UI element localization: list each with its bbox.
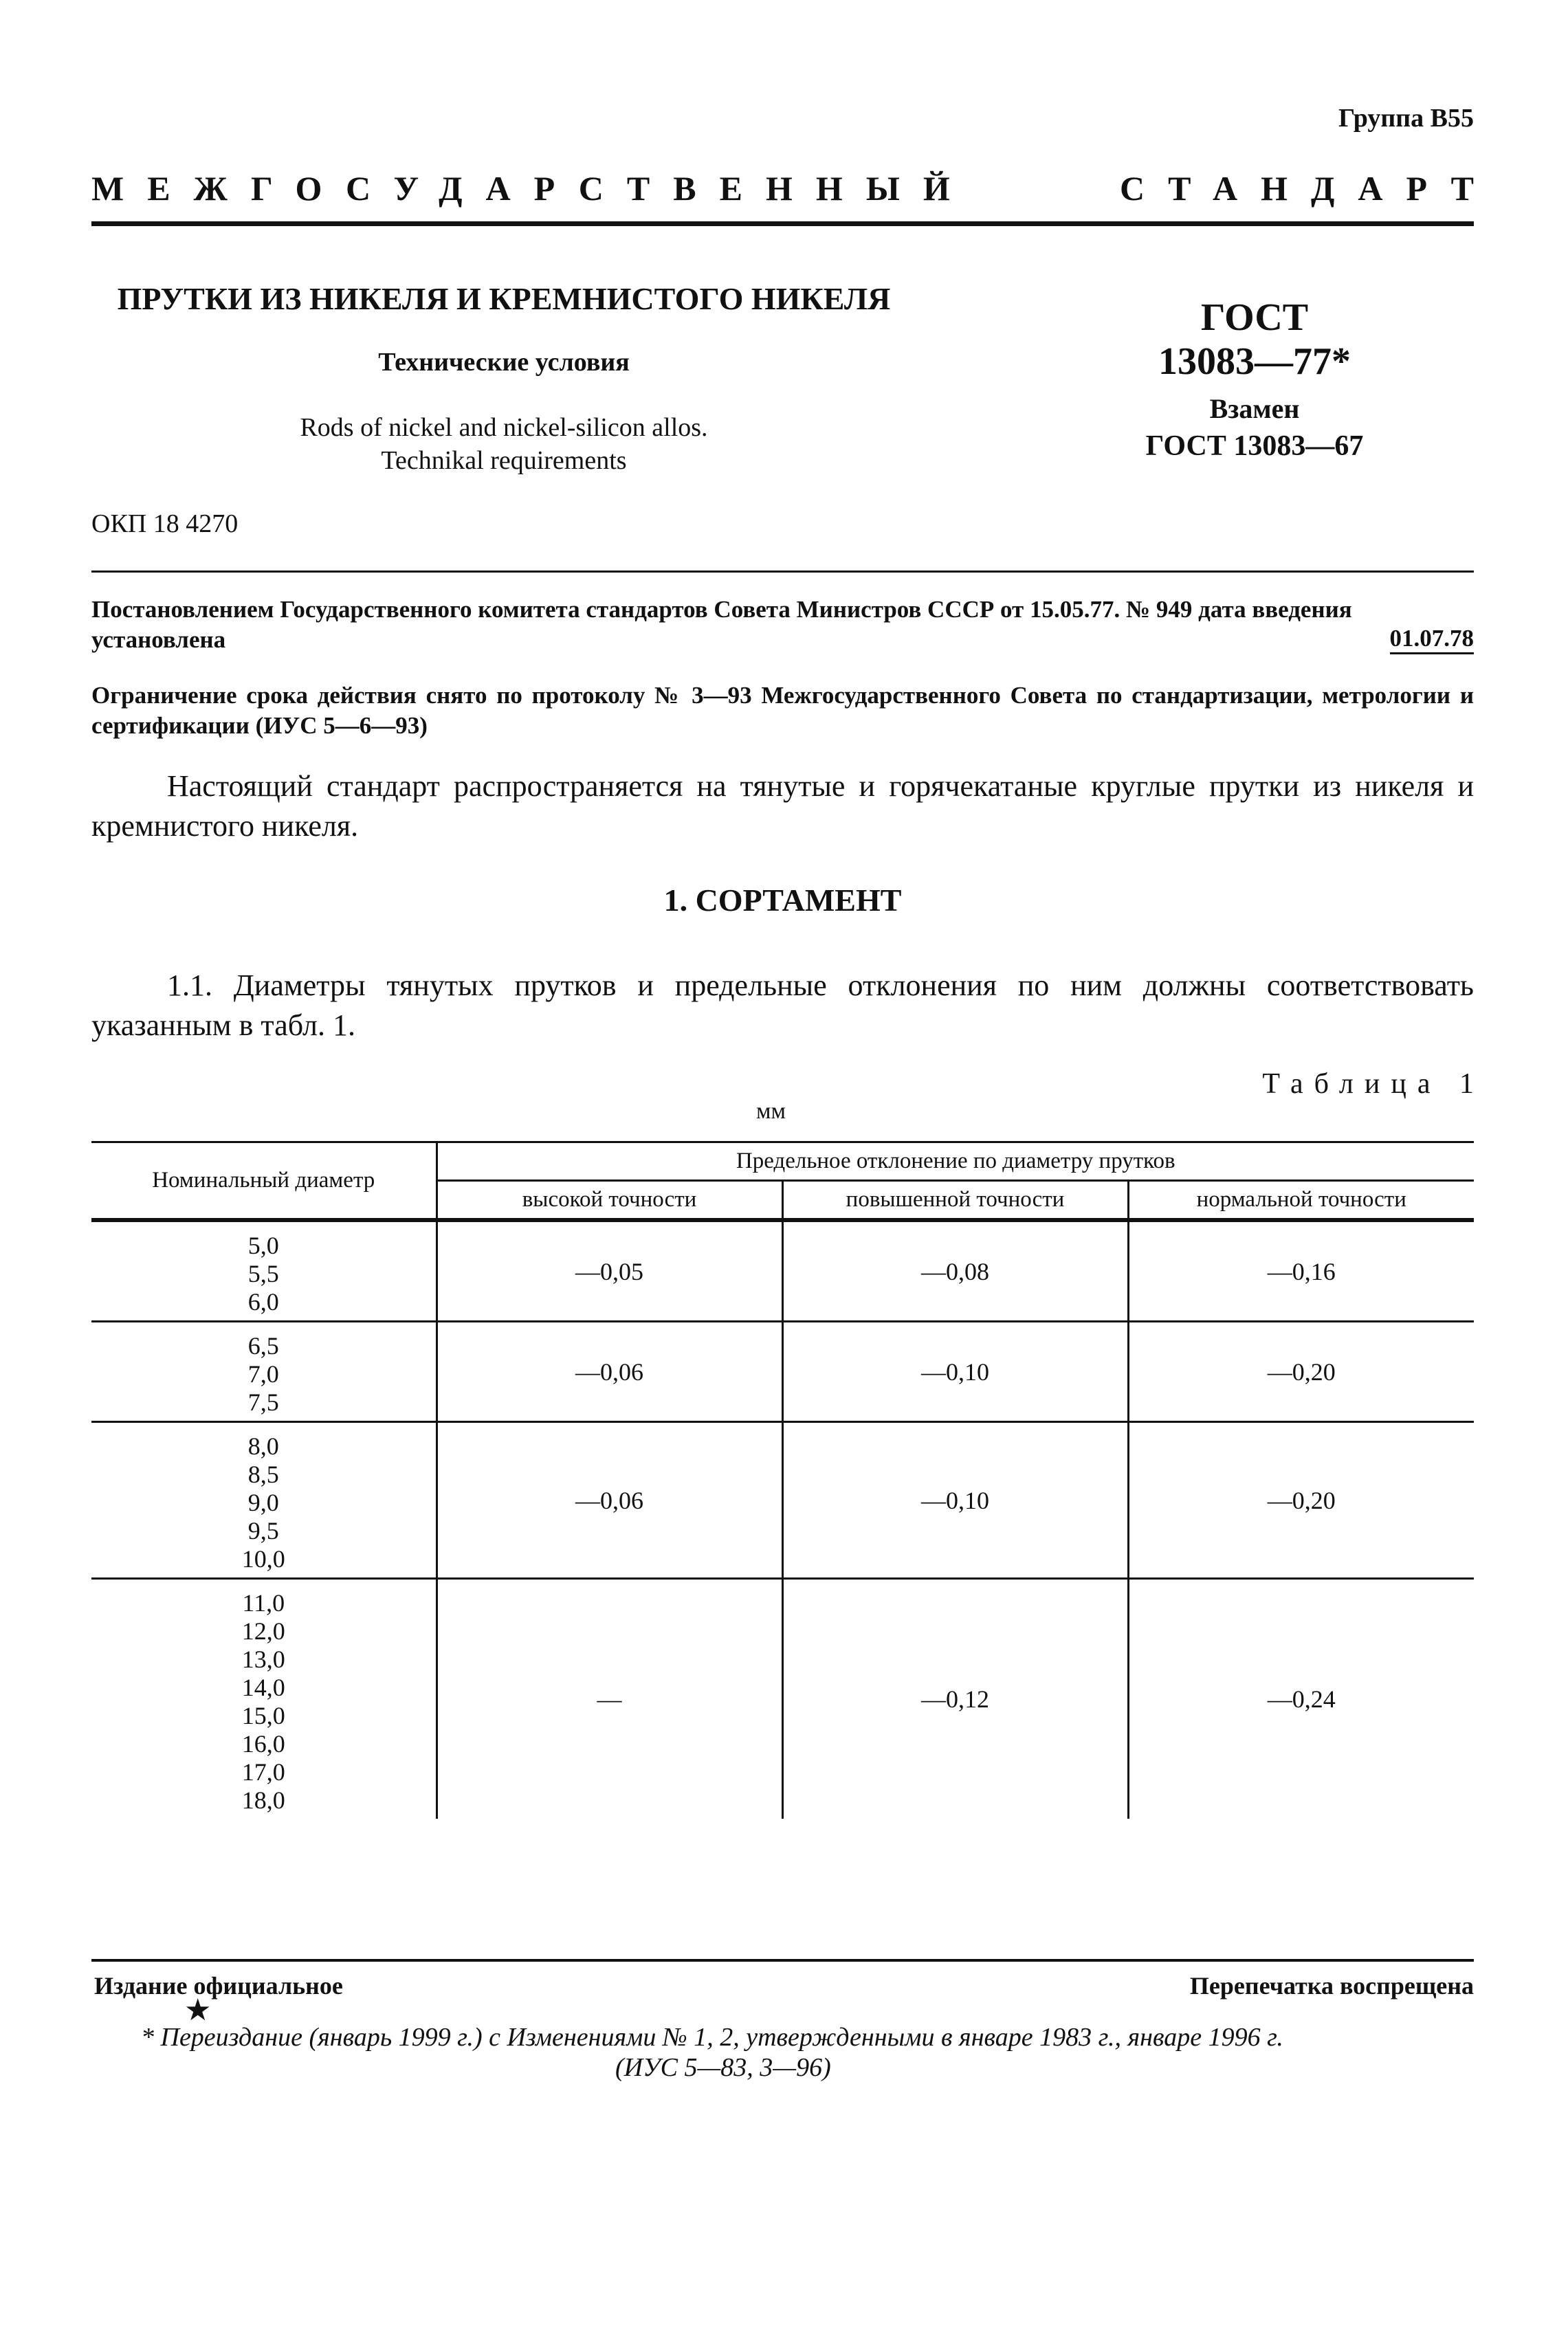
table-1 — [91, 1141, 1474, 1819]
diameter-value: 6,0 — [247, 1288, 279, 1316]
diameter-value: 10,0 — [241, 1545, 285, 1573]
deviation-increased: —0,12 — [782, 1579, 1128, 1819]
diameter-value: 15,0 — [241, 1702, 285, 1729]
deviation-normal: —0,20 — [1128, 1422, 1474, 1579]
decree-date: 01.07.78 — [1390, 625, 1475, 654]
intro-paragraph: Настоящий стандарт распространяется на тянутые и горячекатаные круглые прутки из никеля и кремнистого никеля. — [91, 769, 1474, 843]
decree-text: Постановлением Государственного комитета стандартов Совета Министров СССР от 15.05.77. № 949 дата введения установлена — [91, 596, 1352, 653]
gost-block — [1031, 296, 1478, 465]
banner-standard: СТАНДАРТ — [1120, 169, 1497, 208]
clause-1-1: 1.1. Диаметры тянутых прутков и предельные отклонения по ним должны соответствовать указанным в табл. 1. — [91, 968, 1474, 1042]
document-title: ПРУТКИ ИЗ НИКЕЛЯ И КРЕМНИСТОГО НИКЕЛЯ — [117, 281, 891, 316]
table-row — [91, 1322, 1474, 1422]
diameter-value: 12,0 — [241, 1617, 285, 1645]
diameter-value: 9,0 — [247, 1489, 279, 1516]
english-title-line-2: Technikal requirements — [381, 446, 627, 475]
table-row — [91, 1579, 1474, 1819]
diameter-value: 5,5 — [247, 1260, 279, 1287]
gost-label: ГОСТ — [1200, 296, 1309, 339]
deviation-high: —0,06 — [437, 1322, 782, 1422]
title-rule — [91, 571, 1474, 573]
official-edition: Издание официальное — [94, 1972, 343, 2000]
col-header-group: Предельное отклонение по диаметру прутков — [437, 1142, 1474, 1181]
banner-interstate: МЕЖГОСУДАРСТВЕННЫЙ — [91, 169, 973, 208]
diameter-value: 5,0 — [247, 1232, 279, 1259]
diameter-value: 16,0 — [241, 1730, 285, 1758]
diameter-value: 9,5 — [247, 1517, 279, 1544]
deviation-increased: —0,08 — [782, 1220, 1128, 1322]
group-code: Группа В55 — [1338, 104, 1474, 133]
star-icon: ★ — [184, 1993, 212, 2027]
document-subtitle: Технические условия — [378, 348, 630, 377]
diameter-value: 7,0 — [247, 1360, 279, 1388]
okp-code: ОКП 18 4270 — [91, 509, 239, 538]
english-title-line-1: Rods of nickel and nickel-silicon allos. — [300, 413, 708, 442]
diameter-value: 8,5 — [247, 1461, 279, 1488]
diameter-cell — [91, 1220, 437, 1322]
diameter-value: 7,5 — [247, 1388, 279, 1416]
table-unit: мм — [756, 1098, 786, 1124]
diameter-value: 18,0 — [241, 1786, 285, 1814]
deviation-normal: —0,24 — [1128, 1579, 1474, 1819]
reissue-note: * Переиздание (январь 1999 г.) с Изменениями № 1, 2, утвержденными в январе 1983 г., январе 1996 г. — [141, 2023, 1283, 2052]
footer-rule — [91, 1959, 1474, 1962]
replaces-gost: ГОСТ 13083—67 — [1145, 430, 1364, 462]
section-heading: 1. СОРТАМЕНТ — [663, 883, 902, 918]
deviation-normal: —0,16 — [1128, 1220, 1474, 1322]
col-header-diameter: Номинальный диаметр — [91, 1142, 437, 1221]
reprint-prohibited: Перепечатка воспрещена — [1189, 1972, 1474, 2000]
deviation-increased: —0,10 — [782, 1422, 1128, 1579]
diameter-value: 17,0 — [241, 1758, 285, 1786]
limitation-note: Ограничение срока действия снято по протоколу № 3—93 Межгосударственного Совета по стандартизации, метрологии и сертификации (ИУС 5—6—93) — [91, 682, 1474, 739]
diameter-value: 6,5 — [247, 1332, 279, 1360]
gost-number: 13083—77* — [1158, 340, 1351, 383]
english-title — [91, 411, 916, 477]
table-label: Таблица 1 — [1262, 1068, 1485, 1100]
deviation-high: —0,06 — [437, 1422, 782, 1579]
table-row — [91, 1422, 1474, 1579]
diameter-cell — [91, 1579, 437, 1819]
deviation-increased: —0,10 — [782, 1322, 1128, 1422]
diameter-value: 13,0 — [241, 1646, 285, 1673]
deviation-high: —0,05 — [437, 1220, 782, 1322]
deviation-high: — — [437, 1579, 782, 1819]
diameter-value: 14,0 — [241, 1674, 285, 1701]
diameter-value: 8,0 — [247, 1432, 279, 1460]
col-header-increased: повышенной точности — [782, 1181, 1128, 1221]
replaces-label: Взамен — [1209, 393, 1300, 424]
col-header-high: высокой точности — [437, 1181, 782, 1221]
col-header-normal: нормальной точности — [1128, 1181, 1474, 1221]
deviation-normal: —0,20 — [1128, 1322, 1474, 1422]
reissue-note-ius: (ИУС 5—83, 3—96) — [615, 2053, 831, 2082]
header-rule — [91, 221, 1474, 226]
diameter-cell — [91, 1422, 437, 1579]
diameter-cell — [91, 1322, 437, 1422]
table-row — [91, 1220, 1474, 1322]
diameter-value: 11,0 — [242, 1589, 285, 1617]
